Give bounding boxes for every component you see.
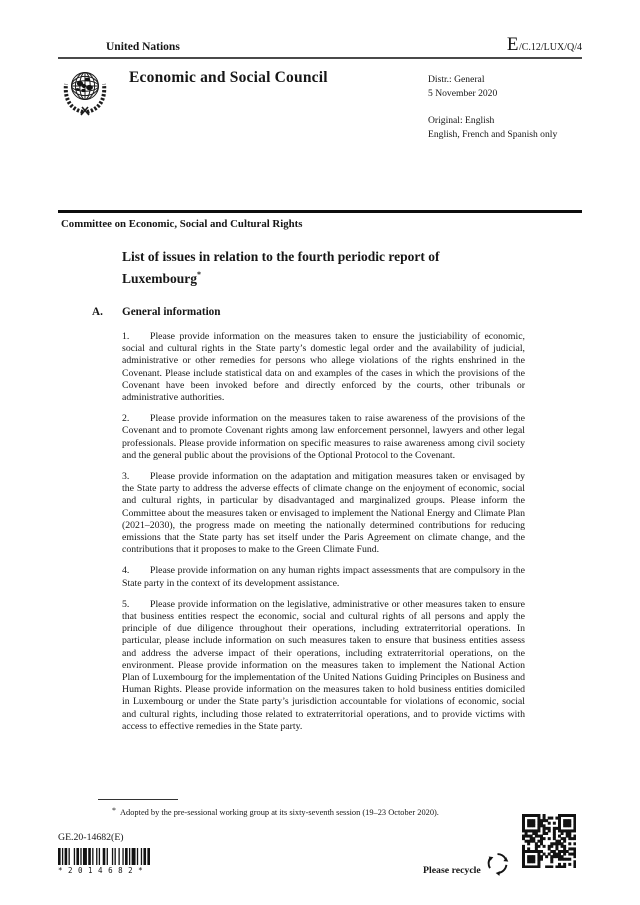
ge-number: GE.20-14682(E) bbox=[58, 832, 124, 843]
doc-symbol-prefix: E bbox=[506, 34, 519, 55]
document-title bbox=[122, 248, 522, 287]
paragraph-3: 3. Please provide information on the adaptation and mitigation measures taken or envisaged by the State party to address the adverse effects of climate change on the enjoyment of economic, social and cultural rights, in particular by disadvantaged and marginalized groups. Please inform the Committee about the measures taken or envisaged to implement the National Energy and Climate Plan (2021–2030), the progress made on meeting the nationally determined contributions for reducing emissions that the State party has set itself under the Paris Agreement on climate change, and the contributions that it proposes to make to the Green Climate Fund. bbox=[122, 471, 525, 556]
committee-name: Committee on Economic, Social and Cultural Rights bbox=[61, 218, 303, 230]
header-rule bbox=[58, 57, 582, 59]
paragraph-1: 1. Please provide information on the measures taken to ensure the justiciability of economic, social and cultural rights in the State party’s domestic legal order and the availability of judicial, administrative or other remedies for persons who allege violations of the rights enshrined in the Covenant. Please include statistical data on and examples of the cases in which the provisions of the Covenant have been invoked before and directly enforced by the courts, other tribunals or administrative authorities. bbox=[122, 331, 525, 404]
footnote-marker: * bbox=[112, 806, 116, 815]
footnote bbox=[98, 806, 528, 817]
distr-block bbox=[428, 73, 497, 100]
title-line-2: Luxembourg* bbox=[122, 269, 202, 286]
title-footnote-marker: * bbox=[197, 269, 202, 279]
org-name: United Nations bbox=[106, 41, 180, 53]
title-line-1: List of issues in relation to the fourth periodic report of bbox=[122, 249, 440, 264]
council-title: Economic and Social Council bbox=[129, 69, 328, 86]
paragraph-4: 4. Please provide information on any human rights impact assessments that are compulsory in the State party in the context of its development assistance. bbox=[122, 565, 525, 589]
original-line: Original: English bbox=[428, 115, 495, 126]
paragraph-2: 2. Please provide information on the measures taken to raise awareness of the provisions of the Covenant and to promote Covenant rights among law enforcement personnel, lawyers and other legal professionals. Please provide information on specific measures to raise awareness among civil society and the general public about the provisions of the Optional Protocol to the Covenant. bbox=[122, 413, 525, 461]
section-title: General information bbox=[122, 306, 221, 318]
original-block bbox=[428, 114, 557, 141]
date-line: 5 November 2020 bbox=[428, 87, 498, 99]
qr-code-icon bbox=[522, 814, 576, 873]
recycle-label: Please recycle bbox=[423, 864, 481, 876]
section-divider-rule bbox=[58, 210, 582, 213]
section-letter: A. bbox=[92, 306, 103, 318]
un-emblem-icon bbox=[60, 64, 110, 121]
recycle-block bbox=[423, 850, 511, 882]
recycle-icon bbox=[484, 850, 511, 882]
distr-line: Distr.: General bbox=[428, 74, 485, 85]
doc-symbol bbox=[507, 34, 582, 56]
doc-symbol-rest: /C.12/LUX/Q/4 bbox=[518, 42, 582, 53]
footnote-text: Adopted by the pre-sessional working group at its sixty-seventh session (19–23 October 2020). bbox=[120, 808, 439, 817]
paragraphs bbox=[122, 331, 525, 742]
section-heading bbox=[92, 306, 221, 318]
footnote-separator bbox=[98, 799, 178, 800]
barcode-text: *2014682* bbox=[58, 866, 149, 875]
paragraph-5: 5. Please provide information on the legislative, administrative or other measures taken to ensure that business entities respect the economic, social and cultural rights of all persons and apply the principle of due diligence throughout their operations, including extraterritorial operations. In particular, please include information on such measures taken to ensure that business entities assess and address the adverse impact of their operations, including extraterritorial operations, on the environment. Please provide information on the measures taken to implement the National Action Plan of Luxembourg for the implementation of the United Nations Guiding Principles on Business and Human Rights. Please provide information on the measures taken to hold business entities domiciled in Luxembourg or under the State party’s jurisdiction accountable for violations of economic, social and cultural rights, including those related to extraterritorial operations, and to provide victims with access to effective remedies in the State party. bbox=[122, 598, 525, 732]
languages-line: English, French and Spanish only bbox=[428, 128, 558, 140]
